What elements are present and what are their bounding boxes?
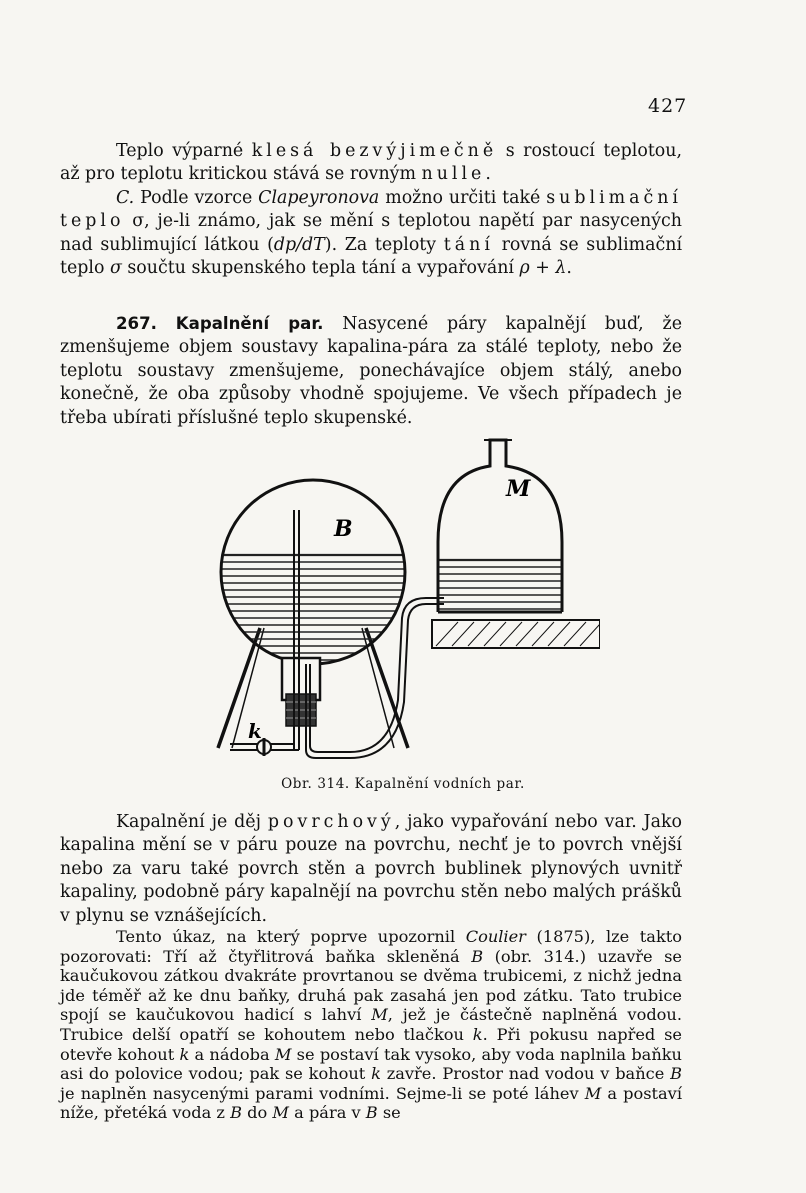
symbol: B — [471, 946, 484, 966]
paragraph-surface-process — [60, 811, 682, 928]
formula: dp/dT — [273, 234, 325, 255]
symbol: M — [272, 1103, 289, 1123]
symbol: B — [365, 1103, 378, 1123]
text: součtu skupenského tepla tání a vypařování — [121, 258, 520, 279]
figure-condensation-apparatus — [200, 432, 600, 768]
paragraph-coulier-experiment — [60, 927, 682, 1123]
emphasis: tání — [443, 234, 494, 255]
section-number: 267. — [116, 314, 157, 333]
text: σ, je-li známo, jak se mění s teplotou napětí par nasycených nad sublimující látkou ( — [60, 211, 682, 255]
text: Teplo výparné — [116, 141, 252, 161]
text: se — [377, 1103, 401, 1123]
section-body: Nasycené páry kapalnějí buď, že zmenšujeme objem soustavy kapalina-pára za stálé teploty, nebo že teplotu soustavy zmenšujeme, ponechávajíce objem stálý, anebo konečně, že oba způsoby vhodně spojujeme. Ve všech případech je třeba ubírati příslušné teplo skupenské. — [60, 314, 682, 428]
flask-b — [200, 480, 430, 726]
text: ). Za teploty — [324, 234, 444, 255]
text: a pára v — [289, 1103, 366, 1123]
text: Podle vzorce — [134, 187, 259, 208]
text: s rostoucí teplotou, až pro teplotu kritickou stává se rovným — [60, 141, 683, 185]
author-name: Clapeyronova — [258, 187, 380, 208]
label-m: M — [506, 476, 531, 502]
figure-caption: Obr. 314. Kapalnění vodních par. — [281, 776, 525, 792]
label-k: k — [248, 719, 262, 743]
text: zavře. Prostor nad vodou v baňce — [380, 1064, 671, 1084]
symbol: σ — [109, 258, 122, 279]
label-b: B — [334, 516, 353, 542]
emphasis: klesá bezvýjimečně — [251, 141, 498, 161]
symbol: M — [274, 1044, 292, 1064]
section-267 — [60, 312, 682, 430]
shelf — [432, 620, 600, 648]
bottle-m — [430, 440, 570, 612]
symbol: k — [371, 1064, 381, 1084]
text: . — [566, 258, 572, 279]
text: do — [242, 1103, 273, 1123]
text: je naplněn nasycenými parami vodními. Sejme-li se poté láhev — [60, 1083, 585, 1103]
emphasis: sublimační teplo — [60, 187, 682, 232]
item-letter: C. — [116, 187, 135, 208]
text: rovná se sublimační teplo — [60, 234, 683, 279]
text: Tento úkaz, na který poprve upozornil — [116, 927, 466, 946]
symbol: M — [371, 1005, 388, 1025]
text: se postaví tak vysoko, aby voda naplnila baňku asi do polovice vodou; pak se kohout — [60, 1044, 682, 1084]
text: , jež je částečně naplněná vodou. Trubice delší opatří se kohoutem nebo tlačkou — [60, 1005, 682, 1044]
text: možno určiti také — [379, 187, 547, 208]
page-number: 427 — [648, 95, 688, 117]
emphasis: povrchový — [267, 812, 395, 832]
formula: ρ + λ — [519, 258, 567, 279]
text: a nádoba — [189, 1044, 275, 1064]
symbol: B — [670, 1064, 682, 1084]
emphasis: nulle — [421, 164, 486, 185]
symbol: k — [179, 1044, 190, 1064]
text: (obr. 314.) uzavře se kaučukovou zátkou dvakráte provrtanou se dvěma trubicemi, z nichž jedna jde téměř až ke dnu baňky, druhá pak zasahá jen pod zátku. Tato trubice spojí se kaučukovou hadicí s lahví — [60, 946, 682, 1025]
text: (1875), lze takto pozorovati: Tří až čtyřlitrová baňka skleněná — [60, 927, 682, 966]
text: a postaví níže, přetéká voda z — [60, 1083, 682, 1123]
paragraph-evaporation-heat — [60, 140, 682, 280]
symbol: k — [472, 1024, 483, 1044]
text: . Při pokusu napřed se otevře kohout — [60, 1024, 682, 1064]
section-title: Kapalnění par. — [175, 314, 324, 333]
author-name: Coulier — [465, 927, 526, 946]
symbol: B — [230, 1103, 243, 1123]
text: Kapalnění je děj — [116, 812, 268, 832]
text: , jako vypařování nebo var. Jako kapalina mění se v páru pouze na povrchu, nechť je to povrch vnější nebo za varu také povrch stěn a povrch bublinek plynových uvnitř kapaliny, podobně páry kapalnějí na povrchu stěn nebo malých prášků v plynu se vznášejících. — [60, 812, 683, 926]
symbol: M — [584, 1083, 602, 1103]
text: . — [485, 164, 491, 185]
